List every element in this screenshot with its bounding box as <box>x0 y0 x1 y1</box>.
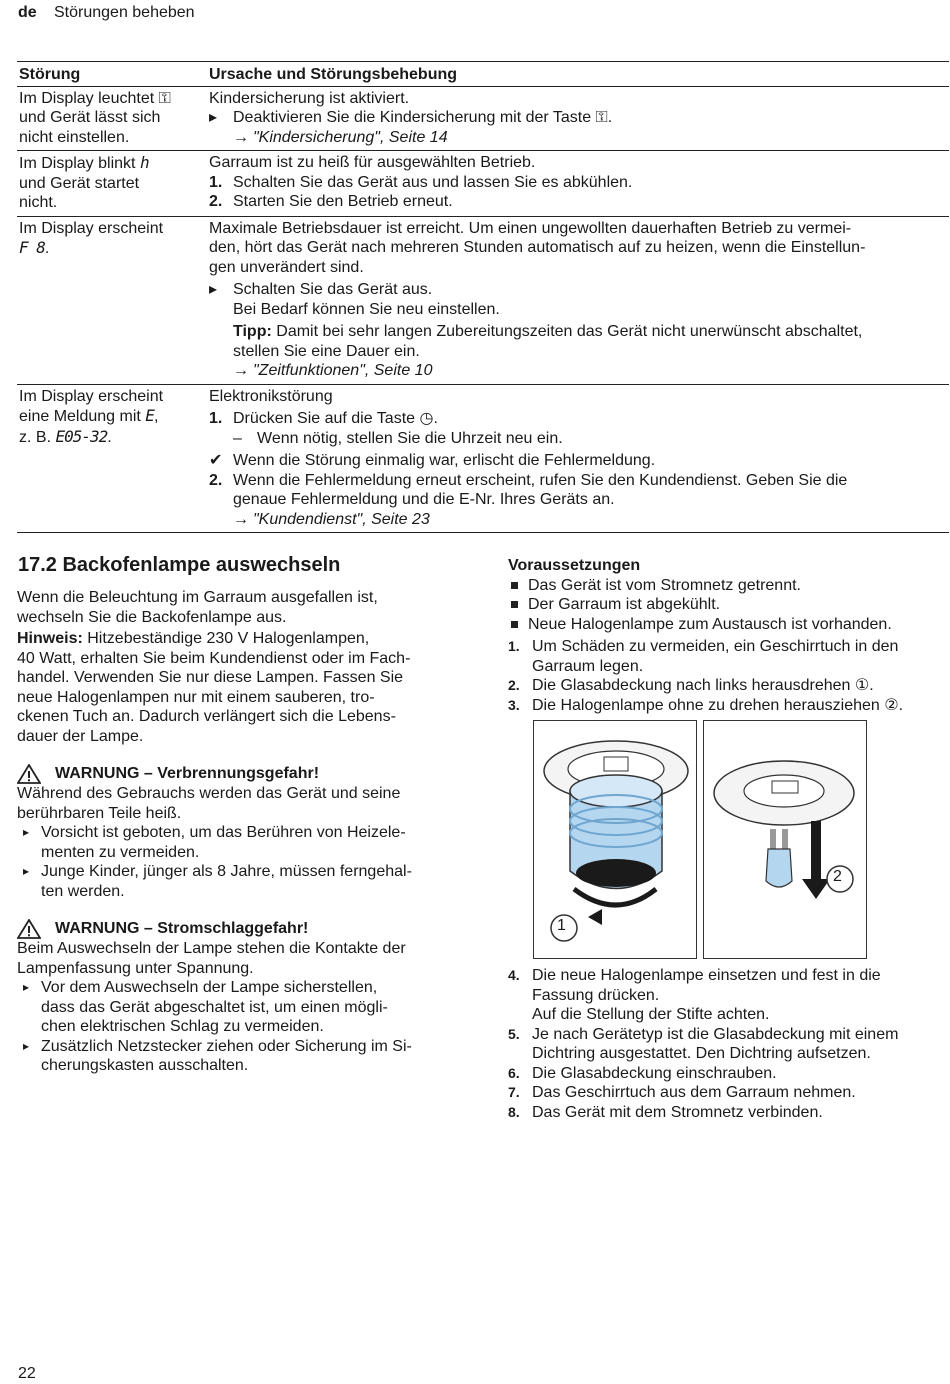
instruction-step: 1. Drücken Sie auf die Taste ◷. <box>209 410 438 427</box>
list-item: 6. Die Glasabdeckung einschrauben. <box>508 1064 777 1082</box>
square-bullet-icon <box>511 582 518 589</box>
square-bullet-icon <box>511 601 518 608</box>
list-item: ▸ Vor dem Auswechseln der Lampe sicherstellen, dass das Gerät abgeschaltet ist, um einen mögli- chen elektrischen Schlag zu vermeiden. <box>23 979 388 1035</box>
list-item: Der Garraum ist abgekühlt. <box>508 595 948 615</box>
list-item: ▸ Zusätzlich Netzstecker ziehen oder Sicherung im Si- cherungskasten ausschalten. <box>23 1037 412 1074</box>
warning-triangle-icon <box>17 919 41 939</box>
instruction-substep: – Wenn nötig, stellen Sie die Uhrzeit neu ein. <box>233 429 563 447</box>
halogen-lamp-illustration <box>704 721 866 958</box>
table-header-row <box>17 62 949 87</box>
instruction-step: 2. Wenn die Fehlermeldung erneut erscheint, rufen Sie den Kundendienst. Geben Sie die <box>209 471 848 489</box>
list-item: 7. Das Geschirrtuch aus dem Garraum nehmen. <box>508 1084 856 1101</box>
troubleshooting-table <box>17 61 949 533</box>
fault-cell: Im Display leuchtet ⚿ und Gerät lässt sich nicht einstellen. <box>17 86 207 151</box>
list-item: 1. Um Schäden zu vermeiden, ein Geschirrtuch in den Garraum legen. <box>508 638 899 675</box>
table-row <box>17 86 949 151</box>
cause-cell: Maximale Betriebsdauer ist erreicht. Um einen ungewollten dauerhaften Betrieb zu vermei- den, hört das Gerät nach mehreren Stunden automatisch auf zu heizen, wenn die Einstellun- gen unverändert sind. ▸ Schalten Sie das Gerät aus. Bei Bedarf können Sie neu einstellen. Tipp: Damit bei sehr langen Zubereitungszeiten das Gerät nicht unerwünscht abschaltet, stellen Sie eine Dauer ein. → "Zeitfunktionen", Seite 10 <box>207 216 949 384</box>
list-item: 3. Die Halogenlampe ohne zu drehen herausziehen ②. <box>508 696 904 714</box>
checkmark-icon: ✔ <box>209 452 223 469</box>
prerequisites-title: Voraussetzungen <box>508 557 641 574</box>
fault-cell: Im Display erscheint eine Meldung mit E, z. B. E05-32. <box>17 384 207 533</box>
warning-burn-heading: WARNUNG – Verbrennungsgefahr! <box>17 764 462 784</box>
fault-cell: Im Display erscheint F 8. <box>17 216 207 384</box>
cause-cell: Elektronikstörung 1. Drücken Sie auf die Taste ◷. – Wenn nötig, stellen Sie die Uhrzeit neu ein. ✔ Wenn die Störung einmalig war, erlischt die Fehlermeldung. 2. Wenn die Fehlermeldung erneut erscheint, rufen Sie den Kundendienst. Geben Sie die genaue Fehlermeldung und die E-Nr. Ihres Geräts an. → "Kundendienst", Seite 23 <box>207 384 949 533</box>
lamp-figures <box>533 720 866 959</box>
figure-label-1: 1 <box>557 917 566 934</box>
display-symbol: h <box>139 153 149 172</box>
language-tag: de <box>18 4 37 21</box>
right-column <box>508 556 948 715</box>
instruction-result: ✔ Wenn die Störung einmalig war, erlischt die Fehlermeldung. <box>209 452 656 469</box>
display-symbol: F 8 <box>19 238 45 257</box>
table-row <box>17 216 949 384</box>
cross-reference-link[interactable]: → "Zeitfunktionen", Seite 10 <box>233 362 433 379</box>
triangle-bullet-icon: ▸ <box>23 980 30 994</box>
left-column: Wenn die Beleuchtung im Garraum ausgefallen ist, wechseln Sie die Backofenlampe aus. Hinweis: Hitzebeständige 230 V Halogenlampen, 40 Watt, erhalten Sie beim Kundendienst oder im Fach- handel. Verwenden Sie nur diese Lampen. Fassen Sie neue Halogenlampen nur mit einem sauberen, tro- ckenen Tuch an. Dadurch verlängert sich die Lebens- dauer der Lampe. WARNUNG – Verbrennungsgefahr! Während des Gebrauchs werden das Gerät und seine berührbaren Teile heiß. ▸ Vorsicht ist geboten, um das Berühren von Heizele- menten zu vermeiden. ▸ Junge Kinder, jünger als 8 Jahre, müssen ferngehal- ten werden. WARNUNG – Stromschlaggefahr! Beim Auswechseln der Lampe stehen die Kontakte der Lampenfassung unter Spannung. ▸ Vor dem Auswechseln der Lampe sicherstellen, dass das Gerät abgeschaltet ist, um einen mögli- chen elektrischen Schlag zu vermeiden. ▸ Zusätzlich Netzstecker ziehen oder Sicherung im Si- cherungskasten ausschalten. <box>17 588 462 1076</box>
intro-paragraph: Wenn die Beleuchtung im Garraum ausgefallen ist, wechseln Sie die Backofenlampe aus. <box>17 589 378 626</box>
square-bullet-icon <box>511 621 518 628</box>
list-item: 2. Die Glasabdeckung nach links herausdrehen ①. <box>508 677 874 694</box>
table-row <box>17 384 949 533</box>
arrow-right-icon: → <box>233 362 249 379</box>
triangle-bullet-icon: ▸ <box>23 825 30 839</box>
list-item: 5. Je nach Gerätetyp ist die Glasabdeckung mit einem Dichtring ausgestattet. Den Dichtring aufsetzen. <box>508 1025 899 1062</box>
instruction-step: 1. Schalten Sie das Gerät aus und lassen Sie es abkühlen. <box>209 173 633 191</box>
list-item: 8. Das Gerät mit dem Stromnetz verbinden. <box>508 1103 823 1121</box>
arrow-right-icon: → <box>233 510 249 528</box>
cross-reference-link[interactable]: → "Kindersicherung", Seite 14 <box>233 128 448 146</box>
cause-cell: Kindersicherung ist aktiviert. ▸ Deaktivieren Sie die Kindersicherung mit der Taste ⚿. → "Kindersicherung", Seite 14 <box>207 86 949 151</box>
display-error-code: E05-32 <box>55 426 108 446</box>
figure-label-2: 2 <box>833 868 842 885</box>
instruction-step: ▸ Deaktivieren Sie die Kindersicherung mit der Taste ⚿. <box>209 109 613 126</box>
table-row <box>17 151 949 217</box>
list-item: 4. Die neue Halogenlampe einsetzen und fest in die Fassung drücken. Auf die Stellung der Stifte achten. <box>508 967 881 1023</box>
list-item: ▸ Junge Kinder, jünger als 8 Jahre, müssen ferngehal- ten werden. <box>23 863 412 900</box>
note-paragraph: Hinweis: Hitzebeständige 230 V Halogenlampen, 40 Watt, erhalten Sie beim Kundendienst oder im Fach- handel. Verwenden Sie nur diese Lampen. Fassen Sie neue Halogenlampen nur mit einem sauberen, tro- ckenen Tuch an. Dadurch verlängert sich die Lebens- dauer der Lampe. <box>17 630 411 745</box>
cross-reference-link[interactable]: → "Kundendienst", Seite 23 <box>233 510 430 528</box>
warning-shock-heading: WARNUNG – Stromschlaggefahr! <box>17 919 462 939</box>
list-item: Neue Halogenlampe zum Austausch ist vorhanden. <box>508 615 948 635</box>
instruction-step: 2. Starten Sie den Betrieb erneut. <box>209 193 453 210</box>
triangle-bullet-icon: ▸ <box>209 109 218 126</box>
column-header-cause: Ursache und Störungsbehebung <box>207 62 949 87</box>
warning-triangle-icon <box>17 764 41 784</box>
triangle-bullet-icon: ▸ <box>23 1038 30 1053</box>
column-header-fault: Störung <box>17 62 207 87</box>
figure-unscrew-cover <box>533 720 697 959</box>
steps-list-b <box>508 966 948 1122</box>
list-item: Das Gerät ist vom Stromnetz getrennt. <box>508 576 948 596</box>
fault-cell: Im Display blinkt h und Gerät startet nicht. <box>17 151 207 217</box>
steps-list-a <box>508 637 948 715</box>
header-title: Störungen beheben <box>54 4 195 21</box>
page-number: 22 <box>18 1365 36 1382</box>
triangle-bullet-icon: ▸ <box>209 281 218 298</box>
display-symbol: E <box>145 406 154 425</box>
list-item: ▸ Vorsicht ist geboten, um das Berühren von Heizele- menten zu vermeiden. <box>23 824 406 861</box>
triangle-bullet-icon: ▸ <box>23 864 30 878</box>
tip: Tipp: Damit bei sehr langen Zubereitungszeiten das Gerät nicht unerwünscht abschaltet, <box>233 323 863 340</box>
arrow-right-icon: → <box>233 128 249 146</box>
figure-pull-lamp <box>703 720 867 959</box>
section-title: 17.2 Backofenlampe auswechseln <box>18 554 341 576</box>
instruction-step: ▸ Schalten Sie das Gerät aus. <box>209 281 433 298</box>
cause-cell: Garraum ist zu heiß für ausgewählten Betrieb. 1. Schalten Sie das Gerät aus und lassen Sie es abkühlen. 2. Starten Sie den Betrieb erneut. <box>207 151 949 217</box>
